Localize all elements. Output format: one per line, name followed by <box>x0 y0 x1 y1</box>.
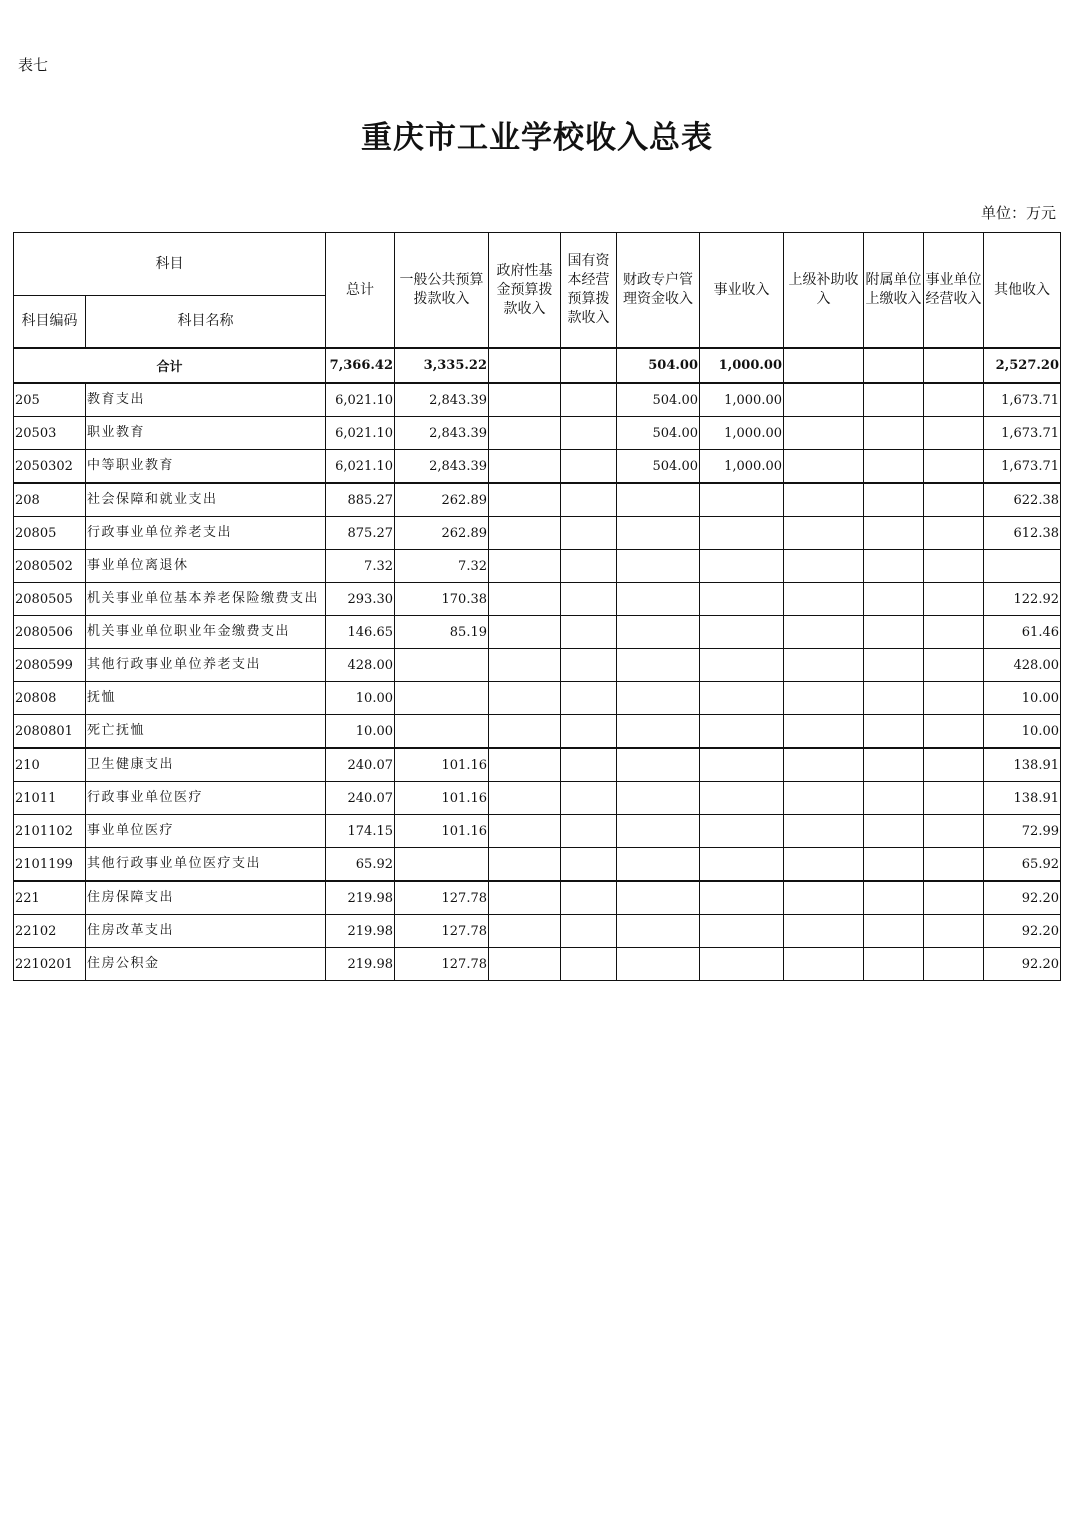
cell-business <box>700 583 784 616</box>
cell-total: 10.00 <box>326 682 395 715</box>
cell-affiliated <box>864 782 924 815</box>
cell-superior-subsidy <box>784 782 864 815</box>
cell-fiscal-special <box>617 948 700 981</box>
subject-name-cell: 职业教育 <box>86 417 326 450</box>
subject-name-cell: 行政事业单位养老支出 <box>86 517 326 550</box>
table-row <box>14 782 1061 815</box>
cell-gov-fund <box>489 550 561 583</box>
cell-gov-fund <box>489 682 561 715</box>
cell-superior-subsidy <box>784 881 864 915</box>
cell-business <box>700 815 784 848</box>
subject-code-cell: 2080506 <box>14 616 86 649</box>
cell-affiliated <box>864 948 924 981</box>
cell-state-capital <box>561 383 617 417</box>
subject-name-cell: 事业单位医疗 <box>86 815 326 848</box>
cell-other: 10.00 <box>984 682 1061 715</box>
cell-operating <box>924 550 984 583</box>
cell-superior-subsidy <box>784 848 864 882</box>
subject-name-cell: 卫生健康支出 <box>86 748 326 782</box>
cell-gov-fund <box>489 583 561 616</box>
table-row <box>14 383 1061 417</box>
header-affiliated: 附属单位上缴收入 <box>864 233 924 349</box>
cell-gov-fund <box>489 417 561 450</box>
cell-other <box>984 550 1061 583</box>
cell-general-budget: 85.19 <box>395 616 489 649</box>
cell-total: 219.98 <box>326 948 395 981</box>
cell-gov-fund <box>489 616 561 649</box>
header-subject-code: 科目编码 <box>14 296 86 349</box>
cell-fiscal-special <box>617 782 700 815</box>
cell-state-capital <box>561 550 617 583</box>
cell-superior-subsidy <box>784 450 864 484</box>
cell-state-capital <box>561 815 617 848</box>
subject-name-cell: 死亡抚恤 <box>86 715 326 749</box>
header-subject: 科目 <box>14 233 326 296</box>
subject-code-cell: 2101102 <box>14 815 86 848</box>
cell-other: 61.46 <box>984 616 1061 649</box>
cell-operating <box>924 815 984 848</box>
cell-general-budget: 101.16 <box>395 815 489 848</box>
cell-general-budget: 127.78 <box>395 881 489 915</box>
table-row <box>14 649 1061 682</box>
cell-state-capital <box>561 483 617 517</box>
cell-fiscal-special <box>617 649 700 682</box>
cell-state-capital <box>561 881 617 915</box>
cell-fiscal-special <box>617 748 700 782</box>
cell-other: 92.20 <box>984 915 1061 948</box>
table-row <box>14 450 1061 484</box>
subject-code-cell: 208 <box>14 483 86 517</box>
cell-state-capital <box>561 517 617 550</box>
cell-gov-fund <box>489 715 561 749</box>
total-cell-superior-subsidy <box>784 348 864 383</box>
cell-fiscal-special <box>617 682 700 715</box>
cell-other: 92.20 <box>984 948 1061 981</box>
header-fiscal-special: 财政专户管理资金收入 <box>617 233 700 349</box>
cell-business <box>700 715 784 749</box>
table-row <box>14 815 1061 848</box>
cell-general-budget: 2,843.39 <box>395 383 489 417</box>
cell-fiscal-special <box>617 616 700 649</box>
table-row <box>14 715 1061 749</box>
cell-general-budget <box>395 682 489 715</box>
table-row <box>14 550 1061 583</box>
cell-general-budget <box>395 848 489 882</box>
cell-affiliated <box>864 550 924 583</box>
total-cell-business: 1,000.00 <box>700 348 784 383</box>
cell-business <box>700 782 784 815</box>
cell-affiliated <box>864 649 924 682</box>
cell-total: 428.00 <box>326 649 395 682</box>
cell-superior-subsidy <box>784 517 864 550</box>
cell-general-budget: 2,843.39 <box>395 450 489 484</box>
cell-fiscal-special <box>617 881 700 915</box>
cell-general-budget: 127.78 <box>395 948 489 981</box>
cell-state-capital <box>561 649 617 682</box>
cell-superior-subsidy <box>784 483 864 517</box>
cell-affiliated <box>864 450 924 484</box>
total-cell-operating <box>924 348 984 383</box>
cell-operating <box>924 450 984 484</box>
cell-other: 92.20 <box>984 881 1061 915</box>
subject-code-cell: 2080505 <box>14 583 86 616</box>
cell-fiscal-special: 504.00 <box>617 383 700 417</box>
cell-business <box>700 517 784 550</box>
cell-state-capital <box>561 948 617 981</box>
cell-superior-subsidy <box>784 748 864 782</box>
cell-total: 240.07 <box>326 748 395 782</box>
subject-code-cell: 22102 <box>14 915 86 948</box>
cell-gov-fund <box>489 450 561 484</box>
cell-gov-fund <box>489 881 561 915</box>
cell-superior-subsidy <box>784 383 864 417</box>
cell-affiliated <box>864 715 924 749</box>
cell-operating <box>924 583 984 616</box>
cell-operating <box>924 483 984 517</box>
cell-total: 7.32 <box>326 550 395 583</box>
header-business: 事业收入 <box>700 233 784 349</box>
cell-affiliated <box>864 583 924 616</box>
cell-total: 174.15 <box>326 815 395 848</box>
cell-general-budget: 170.38 <box>395 583 489 616</box>
cell-total: 219.98 <box>326 915 395 948</box>
cell-superior-subsidy <box>784 682 864 715</box>
cell-operating <box>924 948 984 981</box>
cell-fiscal-special <box>617 915 700 948</box>
subject-name-cell: 机关事业单位基本养老保险缴费支出 <box>86 583 326 616</box>
cell-business <box>700 748 784 782</box>
cell-affiliated <box>864 848 924 882</box>
table-row <box>14 517 1061 550</box>
subject-code-cell: 221 <box>14 881 86 915</box>
cell-other: 622.38 <box>984 483 1061 517</box>
table-row <box>14 583 1061 616</box>
subject-name-cell: 社会保障和就业支出 <box>86 483 326 517</box>
cell-total: 6,021.10 <box>326 450 395 484</box>
cell-total: 6,021.10 <box>326 383 395 417</box>
cell-state-capital <box>561 450 617 484</box>
cell-state-capital <box>561 682 617 715</box>
subject-code-cell: 205 <box>14 383 86 417</box>
cell-general-budget <box>395 649 489 682</box>
cell-affiliated <box>864 815 924 848</box>
cell-affiliated <box>864 915 924 948</box>
cell-affiliated <box>864 616 924 649</box>
cell-fiscal-special <box>617 517 700 550</box>
cell-total: 10.00 <box>326 715 395 749</box>
cell-business <box>700 915 784 948</box>
cell-superior-subsidy <box>784 815 864 848</box>
cell-superior-subsidy <box>784 715 864 749</box>
table-body <box>14 348 1061 981</box>
cell-business <box>700 483 784 517</box>
cell-gov-fund <box>489 517 561 550</box>
table-row <box>14 748 1061 782</box>
total-cell-other: 2,527.20 <box>984 348 1061 383</box>
header-general-budget: 一般公共预算拨款收入 <box>395 233 489 349</box>
cell-operating <box>924 383 984 417</box>
table-row <box>14 417 1061 450</box>
header-subject-name: 科目名称 <box>86 296 326 349</box>
subject-code-cell: 2080801 <box>14 715 86 749</box>
cell-superior-subsidy <box>784 417 864 450</box>
header-gov-fund: 政府性基金预算拨款收入 <box>489 233 561 349</box>
cell-general-budget: 2,843.39 <box>395 417 489 450</box>
subject-name-cell: 其他行政事业单位养老支出 <box>86 649 326 682</box>
cell-business <box>700 848 784 882</box>
cell-gov-fund <box>489 815 561 848</box>
cell-general-budget: 101.16 <box>395 782 489 815</box>
cell-business <box>700 682 784 715</box>
total-cell-general-budget: 3,335.22 <box>395 348 489 383</box>
cell-state-capital <box>561 782 617 815</box>
table-row <box>14 616 1061 649</box>
cell-total: 240.07 <box>326 782 395 815</box>
unit-label: 单位：万元 <box>980 204 1056 222</box>
cell-operating <box>924 881 984 915</box>
header-state-capital: 国有资本经营预算拨款收入 <box>561 233 617 349</box>
total-row <box>14 348 1061 383</box>
header-operating: 事业单位经营收入 <box>924 233 984 349</box>
cell-affiliated <box>864 517 924 550</box>
cell-operating <box>924 417 984 450</box>
cell-state-capital <box>561 748 617 782</box>
cell-operating <box>924 748 984 782</box>
subject-name-cell: 抚恤 <box>86 682 326 715</box>
cell-fiscal-special: 504.00 <box>617 417 700 450</box>
subject-name-cell: 机关事业单位职业年金缴费支出 <box>86 616 326 649</box>
header-superior-subsidy: 上级补助收入 <box>784 233 864 349</box>
cell-general-budget: 262.89 <box>395 517 489 550</box>
cell-operating <box>924 782 984 815</box>
cell-superior-subsidy <box>784 948 864 981</box>
cell-superior-subsidy <box>784 649 864 682</box>
cell-other: 1,673.71 <box>984 383 1061 417</box>
cell-gov-fund <box>489 649 561 682</box>
cell-general-budget: 101.16 <box>395 748 489 782</box>
subject-code-cell: 2210201 <box>14 948 86 981</box>
cell-fiscal-special <box>617 815 700 848</box>
cell-total: 146.65 <box>326 616 395 649</box>
subject-code-cell: 21011 <box>14 782 86 815</box>
sheet-label: 表七 <box>18 56 49 74</box>
cell-general-budget <box>395 715 489 749</box>
cell-other: 1,673.71 <box>984 450 1061 484</box>
cell-superior-subsidy <box>784 616 864 649</box>
cell-gov-fund <box>489 848 561 882</box>
cell-affiliated <box>864 383 924 417</box>
cell-fiscal-special <box>617 550 700 583</box>
cell-other: 122.92 <box>984 583 1061 616</box>
document-title: 重庆市工业学校收入总表 <box>361 120 713 156</box>
cell-operating <box>924 915 984 948</box>
cell-other: 1,673.71 <box>984 417 1061 450</box>
table-row <box>14 881 1061 915</box>
cell-other: 428.00 <box>984 649 1061 682</box>
cell-state-capital <box>561 583 617 616</box>
cell-gov-fund <box>489 915 561 948</box>
cell-operating <box>924 715 984 749</box>
cell-fiscal-special <box>617 715 700 749</box>
subject-code-cell: 2050302 <box>14 450 86 484</box>
cell-total: 875.27 <box>326 517 395 550</box>
cell-affiliated <box>864 748 924 782</box>
table-row <box>14 483 1061 517</box>
subject-name-cell: 行政事业单位医疗 <box>86 782 326 815</box>
cell-operating <box>924 682 984 715</box>
cell-gov-fund <box>489 782 561 815</box>
cell-other: 10.00 <box>984 715 1061 749</box>
total-cell-state-capital <box>561 348 617 383</box>
cell-fiscal-special <box>617 848 700 882</box>
table-row <box>14 682 1061 715</box>
cell-operating <box>924 616 984 649</box>
cell-total: 65.92 <box>326 848 395 882</box>
total-cell-gov-fund <box>489 348 561 383</box>
subject-code-cell: 20805 <box>14 517 86 550</box>
income-summary-table <box>13 232 1061 981</box>
total-cell-affiliated <box>864 348 924 383</box>
cell-business <box>700 881 784 915</box>
header-total: 总计 <box>326 233 395 349</box>
cell-superior-subsidy <box>784 915 864 948</box>
cell-total: 293.30 <box>326 583 395 616</box>
cell-other: 612.38 <box>984 517 1061 550</box>
header-other: 其他收入 <box>984 233 1061 349</box>
table-header <box>14 233 1061 349</box>
cell-other: 72.99 <box>984 815 1061 848</box>
cell-affiliated <box>864 682 924 715</box>
subject-name-cell: 教育支出 <box>86 383 326 417</box>
table-row <box>14 915 1061 948</box>
cell-business <box>700 550 784 583</box>
subject-code-cell: 210 <box>14 748 86 782</box>
cell-affiliated <box>864 881 924 915</box>
cell-general-budget: 7.32 <box>395 550 489 583</box>
cell-general-budget: 262.89 <box>395 483 489 517</box>
cell-business: 1,000.00 <box>700 450 784 484</box>
cell-business: 1,000.00 <box>700 417 784 450</box>
table-row <box>14 948 1061 981</box>
subject-code-cell: 2080502 <box>14 550 86 583</box>
cell-business <box>700 616 784 649</box>
cell-fiscal-special <box>617 483 700 517</box>
cell-fiscal-special <box>617 583 700 616</box>
cell-total: 6,021.10 <box>326 417 395 450</box>
cell-fiscal-special: 504.00 <box>617 450 700 484</box>
cell-affiliated <box>864 483 924 517</box>
subject-name-cell: 住房改革支出 <box>86 915 326 948</box>
cell-superior-subsidy <box>784 583 864 616</box>
cell-operating <box>924 517 984 550</box>
cell-other: 138.91 <box>984 748 1061 782</box>
cell-state-capital <box>561 417 617 450</box>
cell-gov-fund <box>489 948 561 981</box>
cell-business: 1,000.00 <box>700 383 784 417</box>
subject-name-cell: 其他行政事业单位医疗支出 <box>86 848 326 882</box>
cell-gov-fund <box>489 748 561 782</box>
cell-state-capital <box>561 915 617 948</box>
cell-gov-fund <box>489 483 561 517</box>
cell-affiliated <box>864 417 924 450</box>
cell-business <box>700 948 784 981</box>
total-cell-fiscal-special: 504.00 <box>617 348 700 383</box>
cell-general-budget: 127.78 <box>395 915 489 948</box>
cell-gov-fund <box>489 383 561 417</box>
cell-state-capital <box>561 848 617 882</box>
cell-state-capital <box>561 616 617 649</box>
cell-other: 65.92 <box>984 848 1061 882</box>
cell-other: 138.91 <box>984 782 1061 815</box>
cell-operating <box>924 848 984 882</box>
total-label: 合计 <box>14 348 326 383</box>
cell-operating <box>924 649 984 682</box>
cell-total: 219.98 <box>326 881 395 915</box>
cell-superior-subsidy <box>784 550 864 583</box>
subject-code-cell: 2080599 <box>14 649 86 682</box>
table-row <box>14 848 1061 882</box>
cell-state-capital <box>561 715 617 749</box>
subject-code-cell: 20808 <box>14 682 86 715</box>
subject-name-cell: 住房公积金 <box>86 948 326 981</box>
subject-code-cell: 20503 <box>14 417 86 450</box>
subject-name-cell: 住房保障支出 <box>86 881 326 915</box>
cell-total: 885.27 <box>326 483 395 517</box>
subject-name-cell: 中等职业教育 <box>86 450 326 484</box>
cell-business <box>700 649 784 682</box>
subject-code-cell: 2101199 <box>14 848 86 882</box>
subject-name-cell: 事业单位离退休 <box>86 550 326 583</box>
total-cell-total: 7,366.42 <box>326 348 395 383</box>
